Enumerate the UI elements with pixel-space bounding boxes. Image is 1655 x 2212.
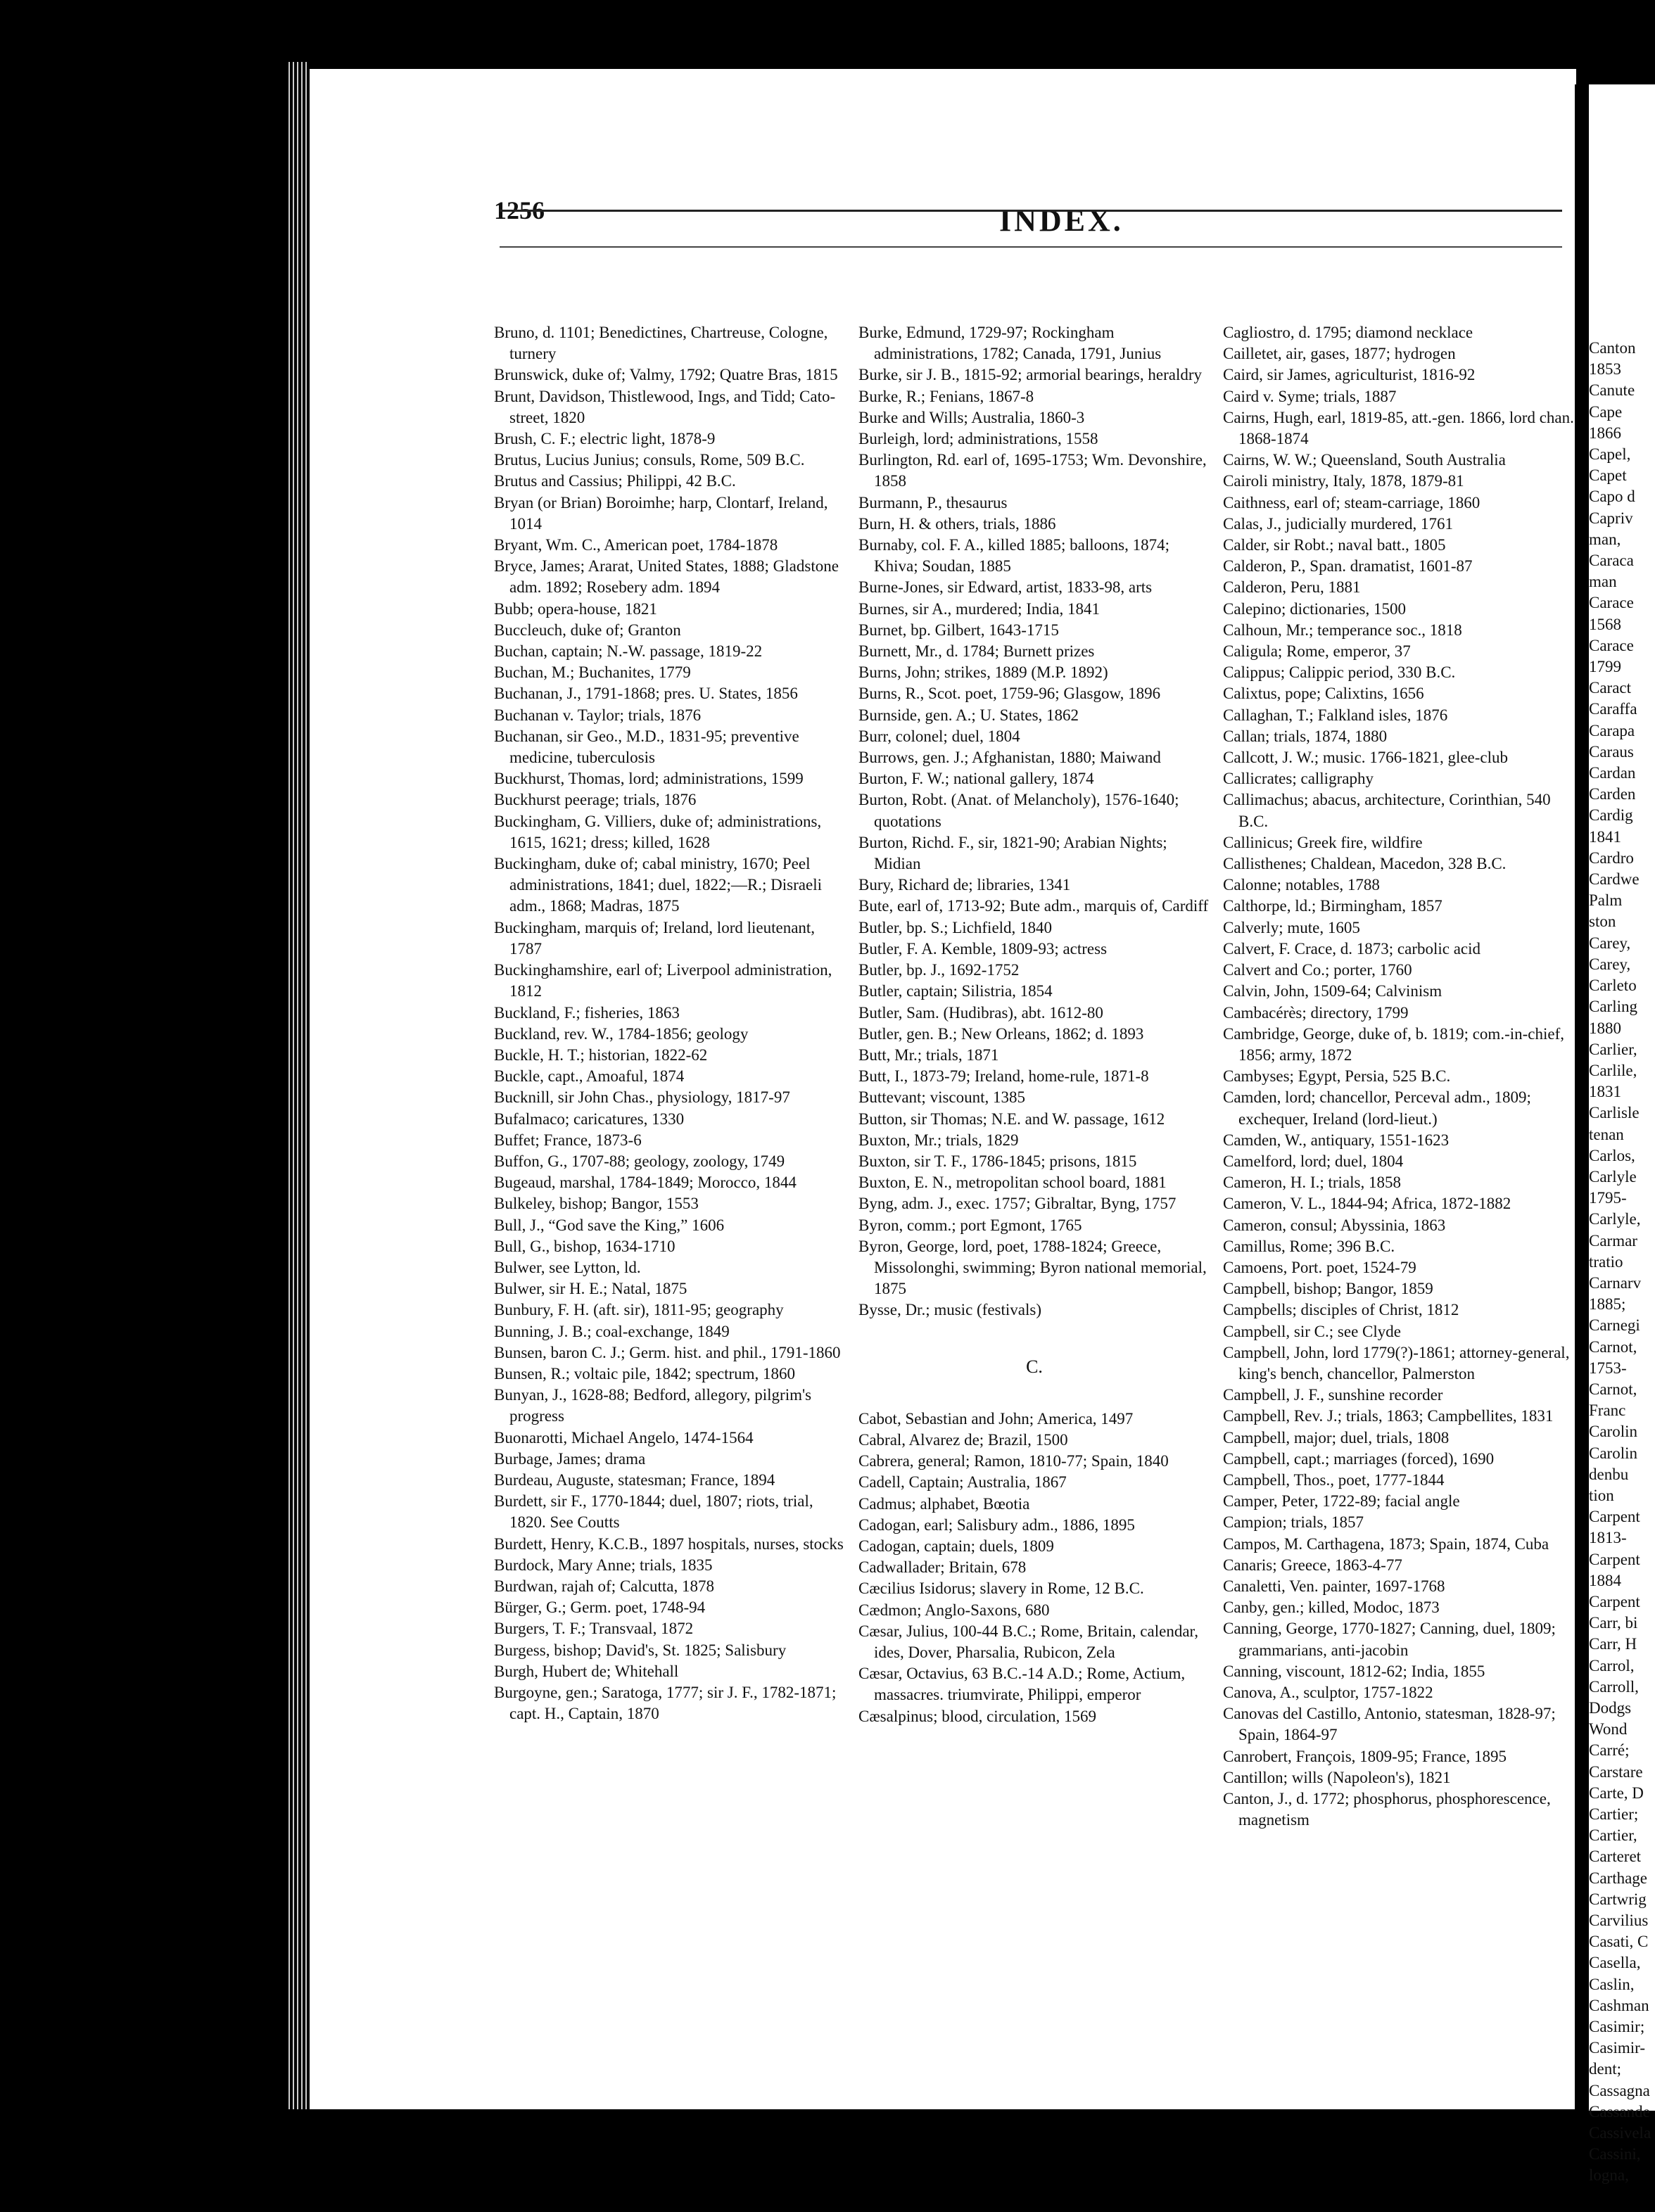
facing-page-fragment: Cashman xyxy=(1589,1996,1649,2014)
index-entry: Byng, adm. J., exec. 1757; Gibraltar, Byng, 1757 xyxy=(858,1195,1177,1213)
index-entry: Caligula; Rome, emperor, 37 xyxy=(1223,642,1411,661)
facing-page-fragment: Carstare xyxy=(1589,1762,1643,1781)
index-entry: Campos, M. Carthagena, 1873; Spain, 1874, Cuba xyxy=(1223,1534,1549,1553)
index-entry: Campbell, J. F., sunshine recorder xyxy=(1223,1386,1443,1404)
index-entry: Cadell, Captain; Australia, 1867 xyxy=(858,1473,1067,1492)
index-entry: Bunning, J. B.; coal-exchange, 1849 xyxy=(494,1322,730,1340)
index-entry: Cambridge, George, duke of, b. 1819; com.-in-chief, 1856; army, 1872 xyxy=(1223,1024,1564,1064)
index-entry: Bull, G., bishop, 1634-1710 xyxy=(494,1237,676,1255)
index-entry: Burnet, bp. Gilbert, 1643-1715 xyxy=(858,621,1059,639)
facing-page-fragment: Carolin xyxy=(1589,1423,1637,1441)
index-entry: Caird v. Syme; trials, 1887 xyxy=(1223,387,1397,405)
facing-page-fragment: Carace xyxy=(1589,636,1634,654)
index-entry: Buchan, captain; N.-W. passage, 1819-22 xyxy=(494,642,763,661)
index-entry: Camden, lord; chancellor, Perceval adm., 1809; exchequer, Ireland (lord-lieut.) xyxy=(1223,1088,1531,1128)
index-entry: Butler, F. A. Kemble, 1809-93; actress xyxy=(858,939,1108,958)
index-entry: Buchanan, J., 1791-1868; pres. U. States, 1856 xyxy=(494,685,798,703)
book-gutter xyxy=(1575,84,1589,2111)
facing-page-fragment: 1813- xyxy=(1589,1529,1627,1547)
index-entry: Callan; trials, 1874, 1880 xyxy=(1223,727,1388,745)
index-entry: Burton, F. W.; national gallery, 1874 xyxy=(858,770,1094,788)
index-entry: Bunbury, F. H. (aft. sir), 1811-95; geography xyxy=(494,1301,784,1319)
index-entry: Buxton, sir T. F., 1786-1845; prisons, 1815 xyxy=(858,1152,1137,1170)
facing-page-fragment: Cardig xyxy=(1589,806,1633,825)
index-entry: Buckland, rev. W., 1784-1856; geology xyxy=(494,1024,749,1043)
index-entry: Buchanan v. Taylor; trials, 1876 xyxy=(494,706,702,724)
index-entry: Bysse, Dr.; music (festivals) xyxy=(858,1301,1041,1319)
index-entry: Buonarotti, Michael Angelo, 1474-1564 xyxy=(494,1428,754,1447)
page-edges xyxy=(288,62,311,2109)
index-entry: Bulwer, sir H. E.; Natal, 1875 xyxy=(494,1280,687,1298)
index-entry: Calvin, John, 1509-64; Calvinism xyxy=(1223,982,1442,1000)
index-entry: Caird, sir James, agriculturist, 1816-92 xyxy=(1223,366,1476,384)
facing-page-fragment: Caraffa xyxy=(1589,700,1637,718)
index-entry: Campbell, major; duel, trials, 1808 xyxy=(1223,1428,1450,1447)
facing-page-fragment: tratio xyxy=(1589,1252,1623,1271)
facing-page-fragment: Cassagna xyxy=(1589,2081,1650,2099)
index-entry: Calder, sir Robt.; naval batt., 1805 xyxy=(1223,536,1446,554)
index-entry: Burn, H. & others, trials, 1886 xyxy=(858,514,1056,533)
facing-page-fragment: Caract xyxy=(1589,679,1632,697)
index-entry: Burgers, T. F.; Transvaal, 1872 xyxy=(494,1620,694,1638)
index-entry: Buckingham, G. Villiers, duke of; administrations, 1615, 1621; dress; killed, 1628 xyxy=(494,812,822,851)
facing-page-fragment: 1853 xyxy=(1589,360,1621,379)
index-entry: Burnes, sir A., murdered; India, 1841 xyxy=(858,599,1101,618)
index-entry: Canning, viscount, 1812-62; India, 1855 xyxy=(1223,1662,1485,1680)
index-entry: Buchanan, sir Geo., M.D., 1831-95; preventive medicine, tuberculosis xyxy=(494,727,799,767)
index-entry: Camoens, Port. poet, 1524-79 xyxy=(1223,1258,1416,1276)
index-entry: Bulkeley, bishop; Bangor, 1553 xyxy=(494,1195,699,1213)
index-entry: Bulwer, see Lytton, ld. xyxy=(494,1258,641,1276)
facing-page-fragment: Carlyle, xyxy=(1589,1210,1641,1228)
facing-page-fragment: Caraca xyxy=(1589,552,1634,570)
index-entry: Burne-Jones, sir Edward, artist, 1833-98, arts xyxy=(858,578,1153,597)
index-entry: Cæsar, Julius, 100-44 B.C.; Rome, Britain, calendar, ides, Dover, Pharsalia, Rubicon, Zela xyxy=(858,1622,1199,1661)
index-entry: Calverly; mute, 1605 xyxy=(1223,918,1360,936)
index-entry: Canning, George, 1770-1827; Canning, duel, 1809; grammarians, anti-jacobin xyxy=(1223,1620,1556,1659)
header-rule-lower xyxy=(500,246,1562,248)
facing-page-fragment: 1880 xyxy=(1589,1019,1621,1037)
facing-page-fragment: Carmar xyxy=(1589,1231,1637,1250)
index-entry: Cabrera, general; Ramon, 1810-77; Spain, 1840 xyxy=(858,1452,1169,1470)
facing-page-fragment: Cartier; xyxy=(1589,1805,1639,1824)
index-entry: Butler, captain; Silistria, 1854 xyxy=(858,982,1053,1000)
index-entry: Bunyan, J., 1628-88; Bedford, allegory, pilgrim's progress xyxy=(494,1386,812,1425)
index-entry: Cairns, Hugh, earl, 1819-85, att.-gen. 1866, lord chan. 1868-1874 xyxy=(1223,408,1574,448)
page-title: INDEX. xyxy=(999,203,1124,238)
index-entry: Bryan (or Brian) Boroimhe; harp, Clontarf, Ireland, 1014 xyxy=(494,493,828,533)
index-entry: Butler, gen. B.; New Orleans, 1862; d. 1893 xyxy=(858,1024,1144,1043)
facing-page-fragment: Carey, xyxy=(1589,934,1631,952)
facing-page-column xyxy=(1589,338,1655,2187)
index-entry: Camillus, Rome; 396 B.C. xyxy=(1223,1237,1395,1255)
index-entry: Butler, Sam. (Hudibras), abt. 1612-80 xyxy=(858,1003,1103,1022)
facing-page-fragment: Capo d xyxy=(1589,488,1635,506)
facing-page-fragment: Cassivela xyxy=(1589,2124,1651,2142)
facing-page-fragment: Carnot, xyxy=(1589,1337,1637,1356)
index-entry: Cadogan, captain; duels, 1809 xyxy=(858,1537,1054,1555)
index-entry: Cadogan, earl; Salisbury adm., 1886, 1895 xyxy=(858,1515,1135,1534)
facing-page-fragment: Franc xyxy=(1589,1401,1626,1420)
index-entry: Cairoli ministry, Italy, 1878, 1879-81 xyxy=(1223,472,1464,490)
facing-page-fragment: denbu xyxy=(1589,1465,1629,1483)
facing-page-fragment: 1799 xyxy=(1589,658,1621,676)
index-entry: Burton, Richd. F., sir, 1821-90; Arabian Nights; Midian xyxy=(858,833,1167,873)
index-entry: Butler, bp. J., 1692-1752 xyxy=(858,961,1020,979)
facing-page-fragment: Carpent xyxy=(1589,1508,1640,1526)
index-entry: Brunt, Davidson, Thistlewood, Ings, and Tidd; Cato-street, 1820 xyxy=(494,387,836,426)
index-entry: Bürger, G.; Germ. poet, 1748-94 xyxy=(494,1598,706,1617)
index-entry: Butt, Mr.; trials, 1871 xyxy=(858,1045,999,1064)
facing-page-fragment: man xyxy=(1589,573,1617,591)
index-entry: Buxton, Mr.; trials, 1829 xyxy=(858,1131,1019,1149)
index-entry: Cantillon; wills (Napoleon's), 1821 xyxy=(1223,1768,1451,1786)
facing-page-fragment: Carleto xyxy=(1589,977,1637,995)
index-entry: Cadwallader; Britain, 678 xyxy=(858,1558,1027,1577)
facing-page-fragment: Carnegi xyxy=(1589,1316,1640,1335)
facing-page-fragment: Carlos, xyxy=(1589,1146,1635,1164)
index-entry: Byron, George, lord, poet, 1788-1824; Greece, Missolonghi, swimming; Byron national memorial, 1875 xyxy=(858,1237,1207,1298)
facing-page-fragment: Cardan xyxy=(1589,764,1636,782)
index-entry: Caithness, earl of; steam-carriage, 1860 xyxy=(1223,493,1480,511)
index-entry: Cabral, Alvarez de; Brazil, 1500 xyxy=(858,1430,1068,1449)
facing-page-fragment: Carlile, xyxy=(1589,1061,1637,1079)
facing-page-fragment: Carré; xyxy=(1589,1741,1630,1760)
facing-page-fragment: Caslin, xyxy=(1589,1975,1635,1993)
facing-page-fragment: Caraus xyxy=(1589,742,1634,761)
index-entry: Buchan, M.; Buchanites, 1779 xyxy=(494,663,691,682)
facing-page-fragment: Carpent xyxy=(1589,1592,1640,1610)
facing-page-fragment: Cassande xyxy=(1589,2102,1650,2121)
index-entry: Cæsalpinus; blood, circulation, 1569 xyxy=(858,1707,1096,1725)
facing-page-fragment: Casati, C xyxy=(1589,1933,1649,1951)
index-entry: Buffet; France, 1873-6 xyxy=(494,1131,642,1149)
index-entry: Calthorpe, ld.; Birmingham, 1857 xyxy=(1223,897,1442,915)
index-entry: Burr, colonel; duel, 1804 xyxy=(858,727,1020,745)
index-entry: Burdock, Mary Anne; trials, 1835 xyxy=(494,1556,713,1574)
index-entry: Campbell, John, lord 1779(?)-1861; attorney-general, king's bench, chancellor, Palmerston xyxy=(1223,1343,1570,1382)
index-entry: Burgoyne, gen.; Saratoga, 1777; sir J. F., 1782-1871; capt. H., Captain, 1870 xyxy=(494,1684,837,1723)
index-entry: Camden, W., antiquary, 1551-1623 xyxy=(1223,1131,1450,1149)
index-entry: Calippus; Calippic period, 330 B.C. xyxy=(1223,663,1456,682)
index-entry: Campbell, bishop; Bangor, 1859 xyxy=(1223,1280,1433,1298)
facing-page-fragment: Carroll, xyxy=(1589,1677,1639,1696)
index-entry: Burnett, Mr., d. 1784; Burnett prizes xyxy=(858,642,1095,661)
facing-page-fragment: Capel, xyxy=(1589,445,1631,464)
facing-page-fragment: tenan xyxy=(1589,1125,1624,1143)
facing-page-fragment: Wond xyxy=(1589,1720,1628,1739)
index-entry: Bufalmaco; caricatures, 1330 xyxy=(494,1110,685,1128)
index-entry: Bury, Richard de; libraries, 1341 xyxy=(858,876,1071,894)
index-entry: Burmann, P., thesaurus xyxy=(858,493,1008,511)
index-entry: Bunsen, baron C. J.; Germ. hist. and phil., 1791-1860 xyxy=(494,1343,841,1361)
index-entry: Calhoun, Mr.; temperance soc., 1818 xyxy=(1223,621,1462,639)
facing-page-fragment: Carvilius xyxy=(1589,1912,1649,1930)
index-entry: Butt, I., 1873-79; Ireland, home-rule, 1871-8 xyxy=(858,1067,1149,1086)
index-entry: Burke, sir J. B., 1815-92; armorial bearings, heraldry xyxy=(858,366,1202,384)
index-entry: Campbell, capt.; marriages (forced), 1690 xyxy=(1223,1449,1495,1468)
index-entry: Buxton, E. N., metropolitan school board, 1881 xyxy=(858,1174,1167,1192)
index-entry: Buckhurst peerage; trials, 1876 xyxy=(494,791,697,809)
index-entry: Cameron, consul; Abyssinia, 1863 xyxy=(1223,1216,1446,1234)
facing-page-fragment: Dodgs xyxy=(1589,1699,1632,1717)
index-entry: Canaletti, Ven. painter, 1697-1768 xyxy=(1223,1577,1445,1595)
facing-page-fragment: Carnot, xyxy=(1589,1380,1637,1398)
index-entry: Burlington, Rd. earl of, 1695-1753; Wm. Devonshire, 1858 xyxy=(858,451,1207,490)
index-entry: Burton, Robt. (Anat. of Melancholy), 1576-1640; quotations xyxy=(858,791,1179,830)
index-entry: Campion; trials, 1857 xyxy=(1223,1513,1364,1532)
index-entry: Cagliostro, d. 1795; diamond necklace xyxy=(1223,324,1473,341)
index-entry: Burgh, Hubert de; Whitehall xyxy=(494,1662,679,1680)
facing-page-fragment: dent; xyxy=(1589,2060,1621,2078)
index-entry: Burrows, gen. J.; Afghanistan, 1880; Maiwand xyxy=(858,749,1161,767)
index-entry: Brutus, Lucius Junius; consuls, Rome, 509 B.C. xyxy=(494,451,805,469)
facing-page-fragment: Cassini, xyxy=(1589,2145,1641,2163)
index-entry: Callimachus; abacus, architecture, Corinthian, 540 B.C. xyxy=(1223,791,1551,830)
index-entry: Campbell, sir C.; see Clyde xyxy=(1223,1322,1401,1340)
index-entry: Buckingham, duke of; cabal ministry, 1670; Peel administrations, 1841; duel, 1822;—R.; Disraeli adm., 1868; Madras, 1875 xyxy=(494,855,822,915)
index-entry: Cædmon; Anglo-Saxons, 680 xyxy=(858,1601,1050,1619)
index-entry: Callinicus; Greek fire, wildfire xyxy=(1223,833,1423,851)
facing-page-fragment: Carlyle xyxy=(1589,1167,1637,1186)
index-entry: Buckle, H. T.; historian, 1822-62 xyxy=(494,1045,708,1064)
facing-page-fragment: Cartier, xyxy=(1589,1826,1637,1845)
facing-page-fragment: Canute xyxy=(1589,381,1635,400)
index-entry: Butler, bp. S.; Lichfield, 1840 xyxy=(858,918,1053,936)
facing-page-fragment: Carey, xyxy=(1589,955,1631,973)
index-entry: Calas, J., judicially murdered, 1761 xyxy=(1223,514,1454,533)
facing-page-fragment: Cape xyxy=(1589,402,1623,421)
page-number: 1256 xyxy=(494,196,545,224)
facing-page-fragment: Carnarv xyxy=(1589,1273,1642,1292)
index-entry: Brunswick, duke of; Valmy, 1792; Quatre Bras, 1815 xyxy=(494,366,838,384)
facing-page-fragment: 1753- xyxy=(1589,1359,1627,1377)
facing-page-fragment: 1866 xyxy=(1589,424,1621,442)
index-entry: Buffon, G., 1707-88; geology, zoology, 1749 xyxy=(494,1152,785,1170)
facing-page-fragment: Capet xyxy=(1589,466,1627,485)
index-entry: Calderon, Peru, 1881 xyxy=(1223,578,1361,597)
index-entry: Burdeau, Auguste, statesman; France, 1894 xyxy=(494,1470,775,1489)
facing-page-fragment: Carolin xyxy=(1589,1444,1637,1462)
index-entry: Burke, Edmund, 1729-97; Rockingham administrations, 1782; Canada, 1791, Junius xyxy=(858,324,1162,363)
index-entry: Callcott, J. W.; music. 1766-1821, glee-club xyxy=(1223,749,1509,767)
index-entry: Campbell, Rev. J.; trials, 1863; Campbellites, 1831 xyxy=(1223,1407,1554,1425)
facing-page-fragment: 1568 xyxy=(1589,615,1621,633)
index-entry: Calixtus, pope; Calixtins, 1656 xyxy=(1223,685,1424,703)
index-entry: Canova, A., sculptor, 1757-1822 xyxy=(1223,1684,1433,1701)
index-entry: Canaris; Greece, 1863-4-77 xyxy=(1223,1556,1402,1574)
facing-page-fragment: Casimir- xyxy=(1589,2039,1646,2057)
index-entry: Cambacérès; directory, 1799 xyxy=(1223,1003,1409,1022)
index-entry: Calderon, P., Span. dramatist, 1601-87 xyxy=(1223,557,1473,576)
facing-page-fragment: 1831 xyxy=(1589,1083,1621,1101)
index-entry: Canby, gen.; killed, Modoc, 1873 xyxy=(1223,1598,1440,1617)
index-entry: Camelford, lord; duel, 1804 xyxy=(1223,1152,1404,1170)
facing-page-fragment: Carling xyxy=(1589,998,1637,1016)
section-letter: C. xyxy=(1026,1356,1043,1377)
index-entry: Buttevant; viscount, 1385 xyxy=(858,1088,1026,1107)
index-entry: Burnside, gen. A.; U. States, 1862 xyxy=(858,706,1079,724)
index-entry: Bruno, d. 1101; Benedictines, Chartreuse, Cologne, turnery xyxy=(494,324,828,363)
index-entry: Cadmus; alphabet, Bœotia xyxy=(858,1494,1030,1513)
index-entry: Cæcilius Isidorus; slavery in Rome, 12 B.C. xyxy=(858,1579,1144,1598)
index-entry: Burke, R.; Fenians, 1867-8 xyxy=(858,387,1034,405)
index-entry: Bucknill, sir John Chas., physiology, 1817-97 xyxy=(494,1088,790,1107)
facing-page-fragment: ston xyxy=(1589,913,1616,931)
index-entry: Calonne; notables, 1788 xyxy=(1223,876,1380,894)
index-entry: Cairns, W. W.; Queensland, South Australia xyxy=(1223,451,1506,469)
facing-page-fragment: Cardwe xyxy=(1589,870,1640,889)
index-column-2 xyxy=(858,322,1210,1727)
index-entry: Canovas del Castillo, Antonio, statesman, 1828-97; Spain, 1864-97 xyxy=(1223,1705,1556,1744)
facing-page-fragment: Carrol, xyxy=(1589,1656,1635,1674)
index-entry: Buckhurst, Thomas, lord; administrations, 1599 xyxy=(494,770,804,788)
index-entry: Brush, C. F.; electric light, 1878-9 xyxy=(494,430,716,448)
index-entry: Burdett, sir F., 1770-1844; duel, 1807; riots, trial, 1820. See Coutts xyxy=(494,1492,813,1532)
facing-page-fragment: 1795- xyxy=(1589,1189,1627,1207)
index-entry: Buckland, F.; fisheries, 1863 xyxy=(494,1003,680,1022)
facing-page-fragment: Carace xyxy=(1589,594,1634,612)
index-entry: Burnaby, col. F. A., killed 1885; balloons, 1874; Khiva; Soudan, 1885 xyxy=(858,536,1169,576)
index-entry: Buckinghamshire, earl of; Liverpool administration, 1812 xyxy=(494,961,832,1000)
index-entry: Bute, earl of, 1713-92; Bute adm., marquis of, Cardiff xyxy=(858,897,1209,915)
index-entry: Canrobert, François, 1809-95; France, 1895 xyxy=(1223,1747,1507,1765)
index-entry: Callaghan, T.; Falkland isles, 1876 xyxy=(1223,706,1448,724)
index-entry: Cameron, H. I.; trials, 1858 xyxy=(1223,1174,1401,1192)
facing-page-fragment: 1884 xyxy=(1589,1571,1621,1589)
index-entry: Bugeaud, marshal, 1784-1849; Morocco, 1844 xyxy=(494,1174,797,1192)
facing-page-fragment: 1841 xyxy=(1589,827,1621,846)
index-entry: Canton, J., d. 1772; phosphorus, phosphorescence, magnetism xyxy=(1223,1790,1551,1829)
facing-page-fragment: man, xyxy=(1589,530,1621,548)
index-entry: Buckle, capt., Amoaful, 1874 xyxy=(494,1067,685,1086)
index-entry: Burdwan, rajah of; Calcutta, 1878 xyxy=(494,1577,714,1595)
facing-page-fragment: Carpent xyxy=(1589,1550,1640,1568)
index-entry: Calvert and Co.; porter, 1760 xyxy=(1223,961,1412,979)
index-entry: Burns, R., Scot. poet, 1759-96; Glasgow, 1896 xyxy=(858,685,1161,703)
index-entry: Callicrates; calligraphy xyxy=(1223,770,1374,788)
facing-page-fragment: Carr, H xyxy=(1589,1635,1637,1653)
facing-page-fragment: tion xyxy=(1589,1486,1614,1504)
facing-page-fragment: Carapa xyxy=(1589,721,1635,739)
index-entry: Calepino; dictionaries, 1500 xyxy=(1223,599,1406,618)
facing-page-fragment: Casella, xyxy=(1589,1954,1641,1972)
index-entry: Brutus and Cassius; Philippi, 42 B.C. xyxy=(494,472,736,490)
facing-page xyxy=(1589,84,1655,2185)
index-entry: Cæsar, Octavius, 63 B.C.-14 A.D.; Rome, Actium, massacres. triumvirate, Philippi, emperor xyxy=(858,1665,1186,1704)
index-entry: Callisthenes; Chaldean, Macedon, 328 B.C. xyxy=(1223,855,1507,873)
facing-page-fragment: 1885; xyxy=(1589,1295,1626,1314)
index-entry: Burke and Wills; Australia, 1860-3 xyxy=(858,408,1085,426)
index-entry: Cameron, V. L., 1844-94; Africa, 1872-1882 xyxy=(1223,1195,1511,1213)
index-entry: Cailletet, air, gases, 1877; hydrogen xyxy=(1223,345,1456,363)
facing-page-fragment: Carlisle xyxy=(1589,1104,1640,1122)
index-entry: Bryce, James; Ararat, United States, 1888; Gladstone adm. 1892; Rosebery adm. 1894 xyxy=(494,557,839,597)
index-entry: Button, sir Thomas; N.E. and W. passage, 1612 xyxy=(858,1110,1165,1128)
facing-page-fragment: Palm xyxy=(1589,891,1623,910)
facing-page-fragment: logna, xyxy=(1589,2166,1629,2185)
facing-page-fragment: Carthage xyxy=(1589,1869,1648,1887)
facing-page-fragment: Carlier, xyxy=(1589,1040,1637,1058)
index-entry: Burbage, James; drama xyxy=(494,1449,646,1468)
facing-page-fragment: Casimir; xyxy=(1589,2018,1645,2036)
index-entry: Buccleuch, duke of; Granton xyxy=(494,621,681,639)
index-entry: Campbells; disciples of Christ, 1812 xyxy=(1223,1301,1459,1319)
facing-page-fragment: Canton xyxy=(1589,339,1636,357)
index-page xyxy=(310,69,1576,2109)
facing-page-fragment: Carte, D xyxy=(1589,1784,1644,1802)
index-entry: Buckingham, marquis of; Ireland, lord lieutenant, 1787 xyxy=(494,918,816,958)
facing-page-fragment: Cartwrig xyxy=(1589,1890,1647,1908)
index-entry: Calvert, F. Crace, d. 1873; carbolic acid xyxy=(1223,939,1481,958)
facing-page-fragment: Carden xyxy=(1589,785,1636,803)
facing-page-fragment: Cardro xyxy=(1589,848,1634,867)
index-column-3 xyxy=(1223,322,1575,1831)
index-entry: Bull, J., “God save the King,” 1606 xyxy=(494,1216,725,1234)
index-entry: Burleigh, lord; administrations, 1558 xyxy=(858,430,1098,448)
index-entry: Cabot, Sebastian and John; America, 1497 xyxy=(858,1409,1134,1428)
facing-page-fragment: Carteret xyxy=(1589,1848,1642,1866)
index-entry: Campbell, Thos., poet, 1777-1844 xyxy=(1223,1470,1445,1489)
index-entry: Burns, John; strikes, 1889 (M.P. 1892) xyxy=(858,663,1108,682)
facing-page-fragment: Capriv xyxy=(1589,509,1633,527)
index-entry: Burgess, bishop; David's, St. 1825; Salisbury xyxy=(494,1641,787,1659)
index-entry: Bryant, Wm. C., American poet, 1784-1878 xyxy=(494,536,778,554)
index-entry: Burdett, Henry, K.C.B., 1897 hospitals, nurses, stocks xyxy=(494,1534,844,1553)
index-column-1 xyxy=(494,322,846,1724)
header-rule xyxy=(500,210,1562,212)
index-entry: Byron, comm.; port Egmont, 1765 xyxy=(858,1216,1082,1234)
index-entry: Bunsen, R.; voltaic pile, 1842; spectrum, 1860 xyxy=(494,1364,796,1382)
facing-page-fragment: Carr, bi xyxy=(1589,1614,1638,1632)
index-entry: Bubb; opera-house, 1821 xyxy=(494,599,657,618)
index-entry: Cambyses; Egypt, Persia, 525 B.C. xyxy=(1223,1067,1451,1086)
index-entry: Camper, Peter, 1722-89; facial angle xyxy=(1223,1492,1460,1511)
